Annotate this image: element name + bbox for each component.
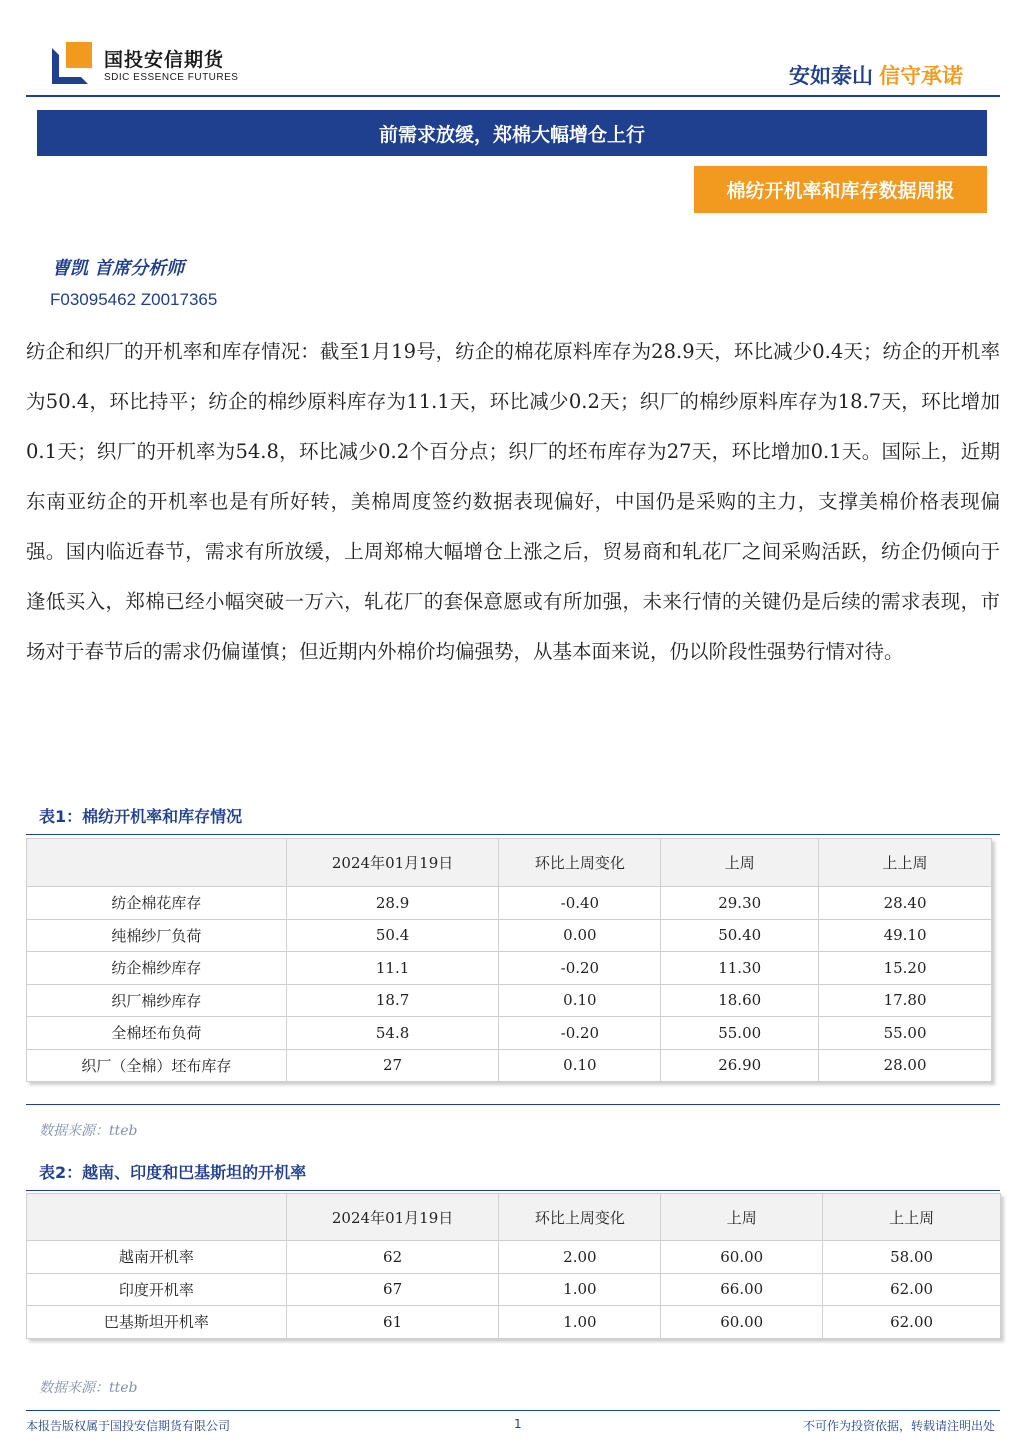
table-header-row [27, 839, 992, 887]
table-row [27, 1049, 992, 1082]
row-label: 巴基斯坦开机率 [27, 1306, 287, 1339]
table-header-cell [27, 1194, 287, 1241]
row-label: 印度开机率 [27, 1273, 287, 1306]
table-cell: 62.00 [823, 1273, 1001, 1306]
table-cell: 15.20 [819, 952, 992, 985]
table1-title: 表1：棉纺开机率和库存情况 [39, 807, 243, 826]
table1-bottom-rule [26, 1104, 1000, 1105]
table-cell: 50.40 [661, 919, 819, 952]
table-cell: 0.10 [499, 1049, 661, 1082]
table-row [27, 887, 992, 920]
footer-divider [26, 1410, 1000, 1411]
row-label: 全棉坯布负荷 [27, 1017, 287, 1050]
table1 [26, 838, 992, 1082]
company-name-en: SDIC ESSENCE FUTURES [104, 72, 239, 83]
slogan-part1: 安如泰山 [789, 64, 873, 88]
table-header-cell: 上上周 [823, 1194, 1001, 1241]
table-cell: 1.00 [499, 1306, 661, 1339]
table-cell: 18.7 [286, 984, 499, 1017]
footer-copyright: 本报告版权属于国投安信期货有限公司 [26, 1419, 231, 1433]
table-cell: 26.90 [661, 1049, 819, 1082]
table2 [26, 1193, 1001, 1339]
report-subtitle: 棉纺开机率和库存数据周报 [694, 166, 987, 213]
table-cell: 61 [286, 1306, 499, 1339]
table-header-cell: 上周 [661, 1194, 823, 1241]
table-header-cell [27, 839, 287, 887]
table2-top-rule [26, 1190, 1000, 1191]
table-cell: 1.00 [499, 1273, 661, 1306]
table-cell: 2.00 [499, 1241, 661, 1274]
table-row [27, 1306, 1001, 1339]
table-header-cell: 2024年01月19日 [286, 1194, 499, 1241]
table-cell: 60.00 [661, 1306, 823, 1339]
table-cell: 60.00 [661, 1241, 823, 1274]
footer-disclaimer: 不可作为投资依据，转载请注明出处 [802, 1419, 995, 1433]
table-row [27, 919, 992, 952]
table-cell: 28.40 [819, 887, 992, 920]
table-row [27, 1273, 1001, 1306]
table2-source: 数据来源：tteb [39, 1380, 138, 1396]
table-cell: 28.00 [819, 1049, 992, 1082]
table1-top-rule [26, 834, 1000, 835]
table-cell: 66.00 [661, 1273, 823, 1306]
table2-title: 表2：越南、印度和巴基斯坦的开机率 [39, 1163, 307, 1182]
table-cell: 67 [286, 1273, 499, 1306]
table-cell: -0.40 [499, 887, 661, 920]
table-cell: 11.1 [286, 952, 499, 985]
table-cell: 50.4 [286, 919, 499, 952]
table-cell: 27 [286, 1049, 499, 1082]
row-label: 织厂（全棉）坯布库存 [27, 1049, 287, 1082]
table-row [27, 984, 992, 1017]
table-cell: 49.10 [819, 919, 992, 952]
table-cell: 58.00 [823, 1241, 1001, 1274]
row-label: 织厂棉纱库存 [27, 984, 287, 1017]
company-logo [52, 42, 238, 86]
analyst-certificates: F03095462 Z0017365 [50, 290, 218, 309]
row-label: 纯棉纱厂负荷 [27, 919, 287, 952]
table-header-cell: 2024年01月19日 [286, 839, 499, 887]
table-row [27, 1241, 1001, 1274]
table1-source: 数据来源：tteb [39, 1123, 138, 1139]
table-cell: 29.30 [661, 887, 819, 920]
report-body: 纺企和织厂的开机率和库存情况：截至1月19号，纺企的棉花原料库存为28.9天，环比减少0.4天；纺企的开机率为50.4，环比持平；纺企的棉纱原料库存为11.1天，环比减少0.2天；织厂的棉纱原料库存为18.7天，环比增加0.1天；织厂的开机率为54.8，环比减少0.2个百分点；织厂的坯布库存为27天，环比增加0.1天。国际上，近期东南亚纺企的开机率也是有所好转，美棉周度签约数据表现偏好，中国仍是采购的主力，支撑美棉价格表现偏强。国内临近春节，需求有所放缓，上周郑棉大幅增仓上涨之后，贸易商和轧花厂之间采购活跃，纺企仍倾向于逢低买入，郑棉已经小幅突破一万六，轧花厂的套保意愿或有所加强，未来行情的关键仍是后续的需求表现，市场对于春节后的需求仍偏谨慎；但近期内外棉价均偏强势，从基本面来说，仍以阶段性强势行情对待。 [26, 340, 1000, 663]
table-cell: 62.00 [823, 1306, 1001, 1339]
row-label: 越南开机率 [27, 1241, 287, 1274]
table-cell: -0.20 [499, 1017, 661, 1050]
table-header-cell: 上上周 [819, 839, 992, 887]
report-title: 前需求放缓，郑棉大幅增仓上行 [37, 110, 987, 156]
table-cell: 54.8 [286, 1017, 499, 1050]
table-cell: 17.80 [819, 984, 992, 1017]
page-number: 1 [514, 1417, 522, 1431]
table-row [27, 952, 992, 985]
table-cell: 18.60 [661, 984, 819, 1017]
row-label: 纺企棉纱库存 [27, 952, 287, 985]
table-cell: 28.9 [286, 887, 499, 920]
table-row [27, 1017, 992, 1050]
logo-mark-icon [52, 42, 96, 86]
table-cell: 55.00 [661, 1017, 819, 1050]
table-cell: 55.00 [819, 1017, 992, 1050]
row-label: 纺企棉花库存 [27, 887, 287, 920]
company-name-cn: 国投安信期货 [104, 49, 225, 71]
table-header-row [27, 1194, 1001, 1241]
table-cell: 11.30 [661, 952, 819, 985]
table-cell: 0.00 [499, 919, 661, 952]
header-divider [26, 95, 1000, 97]
author: 曹凯 首席分析师 [52, 258, 185, 279]
table-header-cell: 环比上周变化 [499, 1194, 661, 1241]
table-header-cell: 环比上周变化 [499, 839, 661, 887]
slogan [789, 60, 963, 90]
table-cell: -0.20 [499, 952, 661, 985]
slogan-part2: 信守承诺 [879, 64, 963, 88]
table-cell: 0.10 [499, 984, 661, 1017]
table-header-cell: 上周 [661, 839, 819, 887]
table-cell: 62 [286, 1241, 499, 1274]
